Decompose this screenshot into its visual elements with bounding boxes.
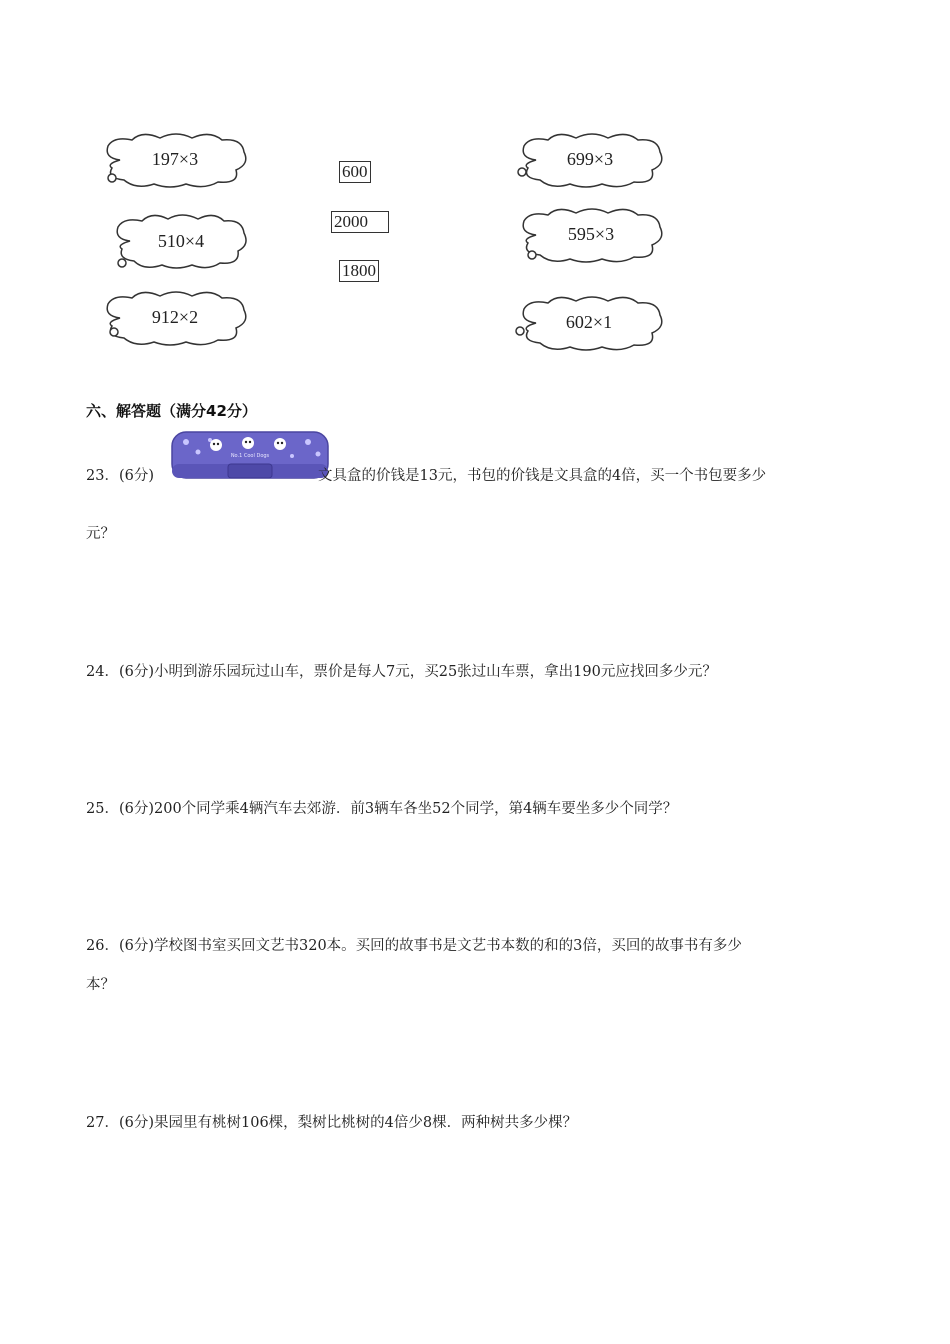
question-number: 27． — [86, 1115, 119, 1131]
question-number: 25． — [86, 801, 119, 817]
pencil-box-label: No.1 Cool Dogs — [230, 453, 270, 459]
answer-box-2: 2000 — [331, 211, 389, 233]
question-number: 26． — [86, 938, 119, 954]
question-26-continued: 本？ — [86, 977, 115, 993]
question-text: 学校图书室买回文艺书320本。买回的故事书是文艺书本数的和的3倍，买回的故事书有多少 — [154, 938, 742, 954]
question-24 — [86, 662, 876, 682]
answer-box-1: 600 — [339, 161, 371, 183]
question-number: 24． — [86, 664, 119, 680]
question-number: 23． — [86, 468, 119, 484]
expression-cloud-5 — [516, 207, 666, 265]
question-26 — [86, 936, 876, 956]
cloud-expression: 602×1 — [565, 312, 613, 332]
expression-cloud-6 — [512, 295, 666, 353]
answer-box-3: 1800 — [339, 260, 379, 282]
question-text: 果园里有桃树106棵，梨树比桃树的4倍少8棵．两种树共多少棵？ — [154, 1115, 578, 1131]
question-score: (6分) — [118, 938, 154, 954]
question-text: 200个同学乘4辆汽车去郊游．前3辆车各坐52个同学，第4辆车要坐多少个同学？ — [154, 801, 678, 817]
question-score: (6分) — [118, 468, 154, 484]
expression-cloud-3 — [100, 290, 250, 348]
question-text: 小明到游乐园玩过山车，票价是每人7元，买25张过山车票，拿出190元应找回多少元？ — [154, 664, 717, 680]
question-score: (6分) — [118, 664, 154, 680]
cloud-expression: 595×3 — [567, 224, 615, 244]
question-score: (6分) — [118, 1115, 154, 1131]
question-score: (6分) — [118, 801, 154, 817]
question-text: 文具盒的价钱是13元，书包的价钱是文具盒的4倍，买一个书包要多少 — [318, 468, 767, 484]
cloud-expression: 510×4 — [157, 231, 205, 251]
expression-cloud-4 — [514, 132, 666, 190]
question-27 — [86, 1113, 876, 1133]
cloud-expression: 912×2 — [151, 307, 199, 327]
cloud-expression: 197×3 — [151, 149, 199, 169]
section-title: 六、解答题（满分42分） — [86, 402, 257, 420]
question-25 — [86, 799, 876, 819]
question-23 — [86, 466, 876, 486]
question-23-continued: 元？ — [86, 526, 115, 542]
expression-cloud-2 — [112, 213, 250, 271]
cloud-expression: 699×3 — [566, 149, 614, 169]
expression-cloud-1 — [100, 132, 250, 190]
